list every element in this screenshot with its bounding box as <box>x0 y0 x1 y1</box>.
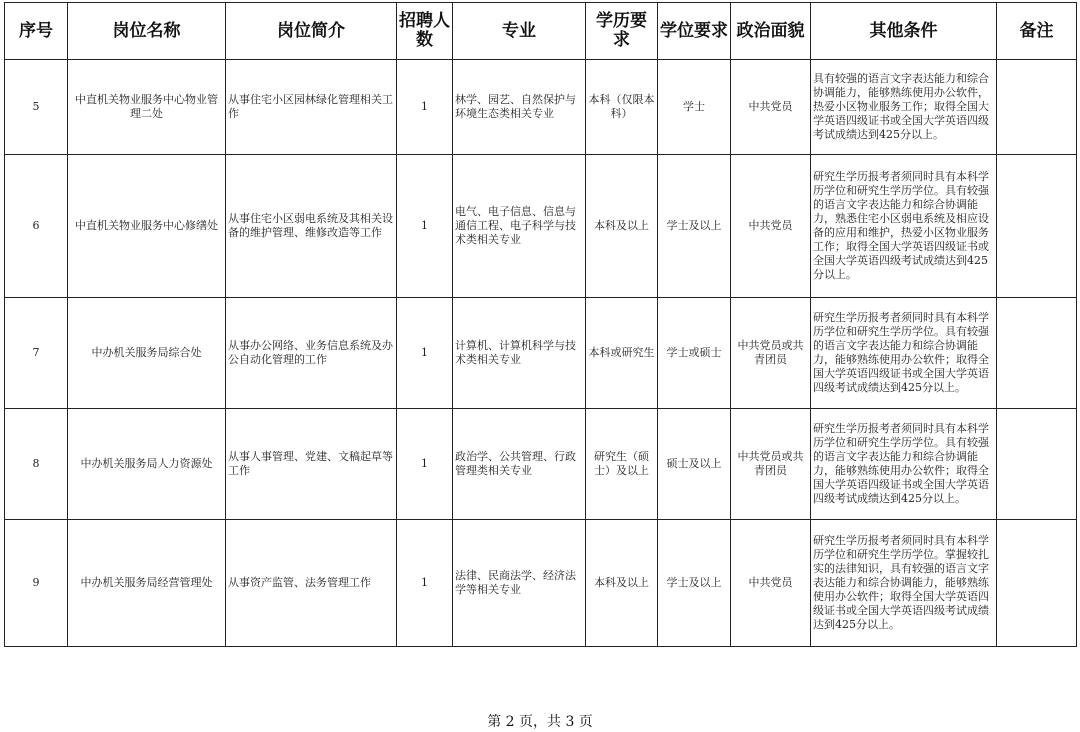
header-degree: 学位要求 <box>658 3 731 60</box>
table-row <box>5 155 1077 298</box>
cell-degree: 学士 <box>658 60 731 155</box>
cell-political-status: 中共党员 <box>731 155 811 298</box>
cell-political-status: 中共党员或共青团员 <box>731 298 811 409</box>
cell-position-name: 中办机关服务局人力资源处 <box>68 409 226 520</box>
cell-seq: 8 <box>5 409 68 520</box>
header-position-name: 岗位名称 <box>68 3 226 60</box>
table-row <box>5 298 1077 409</box>
cell-seq: 9 <box>5 520 68 647</box>
cell-remarks <box>997 520 1077 647</box>
header-remarks: 备注 <box>997 3 1077 60</box>
cell-recruit-count: 1 <box>397 298 453 409</box>
header-row <box>5 3 1077 60</box>
cell-education: 本科（仅限本科） <box>586 60 658 155</box>
header-recruit-count: 招聘人数 <box>397 3 453 60</box>
cell-degree: 硕士及以上 <box>658 409 731 520</box>
cell-education: 本科及以上 <box>586 155 658 298</box>
cell-other-conditions: 具有较强的语言文字表达能力和综合协调能力，能够熟练使用办公软件，热爱小区物业服务工作；取得全国大学英语四级证书或全国大学英语四级考试成绩达到425分以上。 <box>811 60 997 155</box>
cell-political-status: 中共党员 <box>731 520 811 647</box>
cell-education: 本科及以上 <box>586 520 658 647</box>
cell-seq: 7 <box>5 298 68 409</box>
cell-education: 本科或研究生 <box>586 298 658 409</box>
table-row <box>5 409 1077 520</box>
header-seq: 序号 <box>5 3 68 60</box>
cell-other-conditions: 研究生学历报考者须同时具有本科学历学位和研究生学历学位。掌握较扎实的法律知识，具有较强的语言文字表达能力和综合协调能力，能够熟练使用办公软件；取得全国大学英语四级证书或全国大学英语四级考试成绩达到425分以上。 <box>811 520 997 647</box>
cell-education: 研究生（硕士）及以上 <box>586 409 658 520</box>
cell-position-name: 中办机关服务局经营管理处 <box>68 520 226 647</box>
cell-position-name: 中办机关服务局综合处 <box>68 298 226 409</box>
cell-degree: 学士或硕士 <box>658 298 731 409</box>
table-row <box>5 60 1077 155</box>
cell-major: 电气、电子信息、信息与通信工程、电子科学与技术类相关专业 <box>453 155 586 298</box>
cell-seq: 6 <box>5 155 68 298</box>
table-row <box>5 520 1077 647</box>
page-footer: 第 2 页，共 3 页 <box>487 714 593 730</box>
header-education: 学历要求 <box>586 3 658 60</box>
header-political-status: 政治面貌 <box>731 3 811 60</box>
cell-remarks <box>997 298 1077 409</box>
cell-political-status: 中共党员或共青团员 <box>731 409 811 520</box>
cell-other-conditions: 研究生学历报考者须同时具有本科学历学位和研究生学历学位。具有较强的语言文字表达能力和综合协调能力，能够熟练使用办公软件；取得全国大学英语四级证书或全国大学英语四级考试成绩达到425分以上。 <box>811 409 997 520</box>
cell-degree: 学士及以上 <box>658 520 731 647</box>
cell-major: 法律、民商法学、经济法学等相关专业 <box>453 520 586 647</box>
cell-recruit-count: 1 <box>397 60 453 155</box>
cell-remarks <box>997 155 1077 298</box>
cell-other-conditions: 研究生学历报考者须同时具有本科学历学位和研究生学历学位。具有较强的语言文字表达能力和综合协调能力，能够熟练使用办公软件；取得全国大学英语四级证书或全国大学英语四级考试成绩达到425分以上。 <box>811 298 997 409</box>
cell-position-intro: 从事住宅小区弱电系统及其相关设备的维护管理、维修改造等工作 <box>226 155 397 298</box>
cell-political-status: 中共党员 <box>731 60 811 155</box>
cell-position-name: 中直机关物业服务中心修缮处 <box>68 155 226 298</box>
cell-degree: 学士及以上 <box>658 155 731 298</box>
header-major: 专业 <box>453 3 586 60</box>
cell-recruit-count: 1 <box>397 520 453 647</box>
cell-position-intro: 从事住宅小区园林绿化管理相关工作 <box>226 60 397 155</box>
cell-major: 林学、园艺、自然保护与环境生态类相关专业 <box>453 60 586 155</box>
cell-remarks <box>997 60 1077 155</box>
cell-other-conditions: 研究生学历报考者须同时具有本科学历学位和研究生学历学位。具有较强的语言文字表达能力和综合协调能力，熟悉住宅小区弱电系统及相应设备的应用和维护，热爱小区物业服务工作；取得全国大学英语四级证书或全国大学英语四级考试成绩达到425分以上。 <box>811 155 997 298</box>
cell-position-intro: 从事办公网络、业务信息系统及办公自动化管理的工作 <box>226 298 397 409</box>
cell-remarks <box>997 409 1077 520</box>
cell-major: 计算机、计算机科学与技术类相关专业 <box>453 298 586 409</box>
cell-major: 政治学、公共管理、行政管理类相关专业 <box>453 409 586 520</box>
header-position-intro: 岗位简介 <box>226 3 397 60</box>
cell-recruit-count: 1 <box>397 155 453 298</box>
cell-position-name: 中直机关物业服务中心物业管理二处 <box>68 60 226 155</box>
cell-position-intro: 从事人事管理、党建、文稿起草等工作 <box>226 409 397 520</box>
positions-table <box>4 2 1077 647</box>
cell-recruit-count: 1 <box>397 409 453 520</box>
header-other-conditions: 其他条件 <box>811 3 997 60</box>
cell-position-intro: 从事资产监管、法务管理工作 <box>226 520 397 647</box>
cell-seq: 5 <box>5 60 68 155</box>
